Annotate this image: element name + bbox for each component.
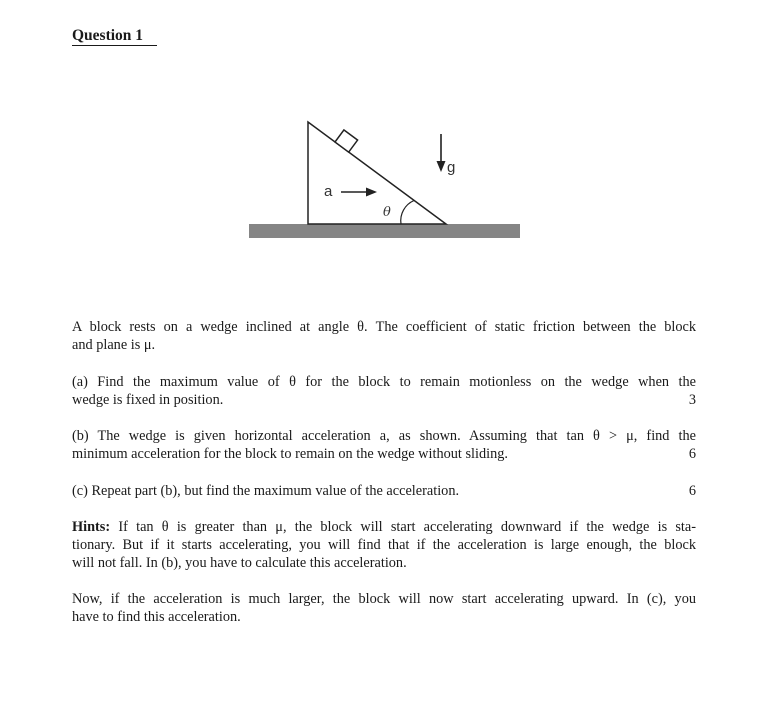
intro-paragraph — [72, 318, 696, 354]
question-title: Question 1 — [72, 27, 144, 44]
hints-line — [72, 518, 696, 536]
intro-line: A block rests on a wedge inclined at angle θ. The coefficient of static friction between the block — [72, 319, 696, 335]
gravity-arrow-icon — [437, 134, 446, 172]
gravity-label: g — [447, 159, 456, 176]
hints-text: If tan θ is greater than μ, the block will start accelerating downward if the wedge is sta- — [118, 519, 697, 535]
part-b-line: (b) The wedge is given horizontal acceleration a, as shown. Assuming that tan θ > μ, find the — [72, 428, 696, 444]
hints-paragraph — [72, 518, 696, 572]
part-a-points: 3 — [688, 392, 696, 408]
hints-label: Hints: — [72, 519, 111, 535]
ground-surface — [249, 224, 520, 238]
wedge-shape — [308, 122, 446, 224]
closing-line: have to find this acceleration. — [72, 609, 241, 625]
closing-line: Now, if the acceleration is much larger, the block will now start accelerating upward. In (c), you — [72, 591, 696, 607]
part-a-line: (a) Find the maximum value of θ for the block to remain motionless on the wedge when the — [72, 374, 696, 390]
part-c-paragraph — [72, 482, 696, 500]
part-b-paragraph — [72, 427, 696, 463]
hints-line: will not fall. In (b), you have to calculate this acceleration. — [72, 555, 407, 571]
wedge-diagram — [240, 112, 530, 247]
intro-line: and plane is μ. — [72, 337, 156, 353]
part-c-points: 6 — [688, 483, 696, 499]
part-b-line: minimum acceleration for the block to remain on the wedge without sliding. — [72, 446, 508, 462]
acceleration-label: a — [324, 183, 333, 200]
title-underline — [72, 45, 157, 46]
part-a-line: wedge is fixed in position. — [72, 392, 224, 408]
angle-label: θ — [383, 205, 391, 220]
part-c-line: (c) Repeat part (b), but find the maximum value of the acceleration. — [72, 483, 460, 499]
closing-paragraph — [72, 590, 696, 626]
hints-line: tionary. But if it starts accelerating, you will find that if the acceleration is large enough, the block — [72, 537, 696, 553]
wedge-figure — [240, 112, 530, 247]
part-a-paragraph — [72, 373, 696, 409]
part-b-points: 6 — [688, 446, 696, 462]
